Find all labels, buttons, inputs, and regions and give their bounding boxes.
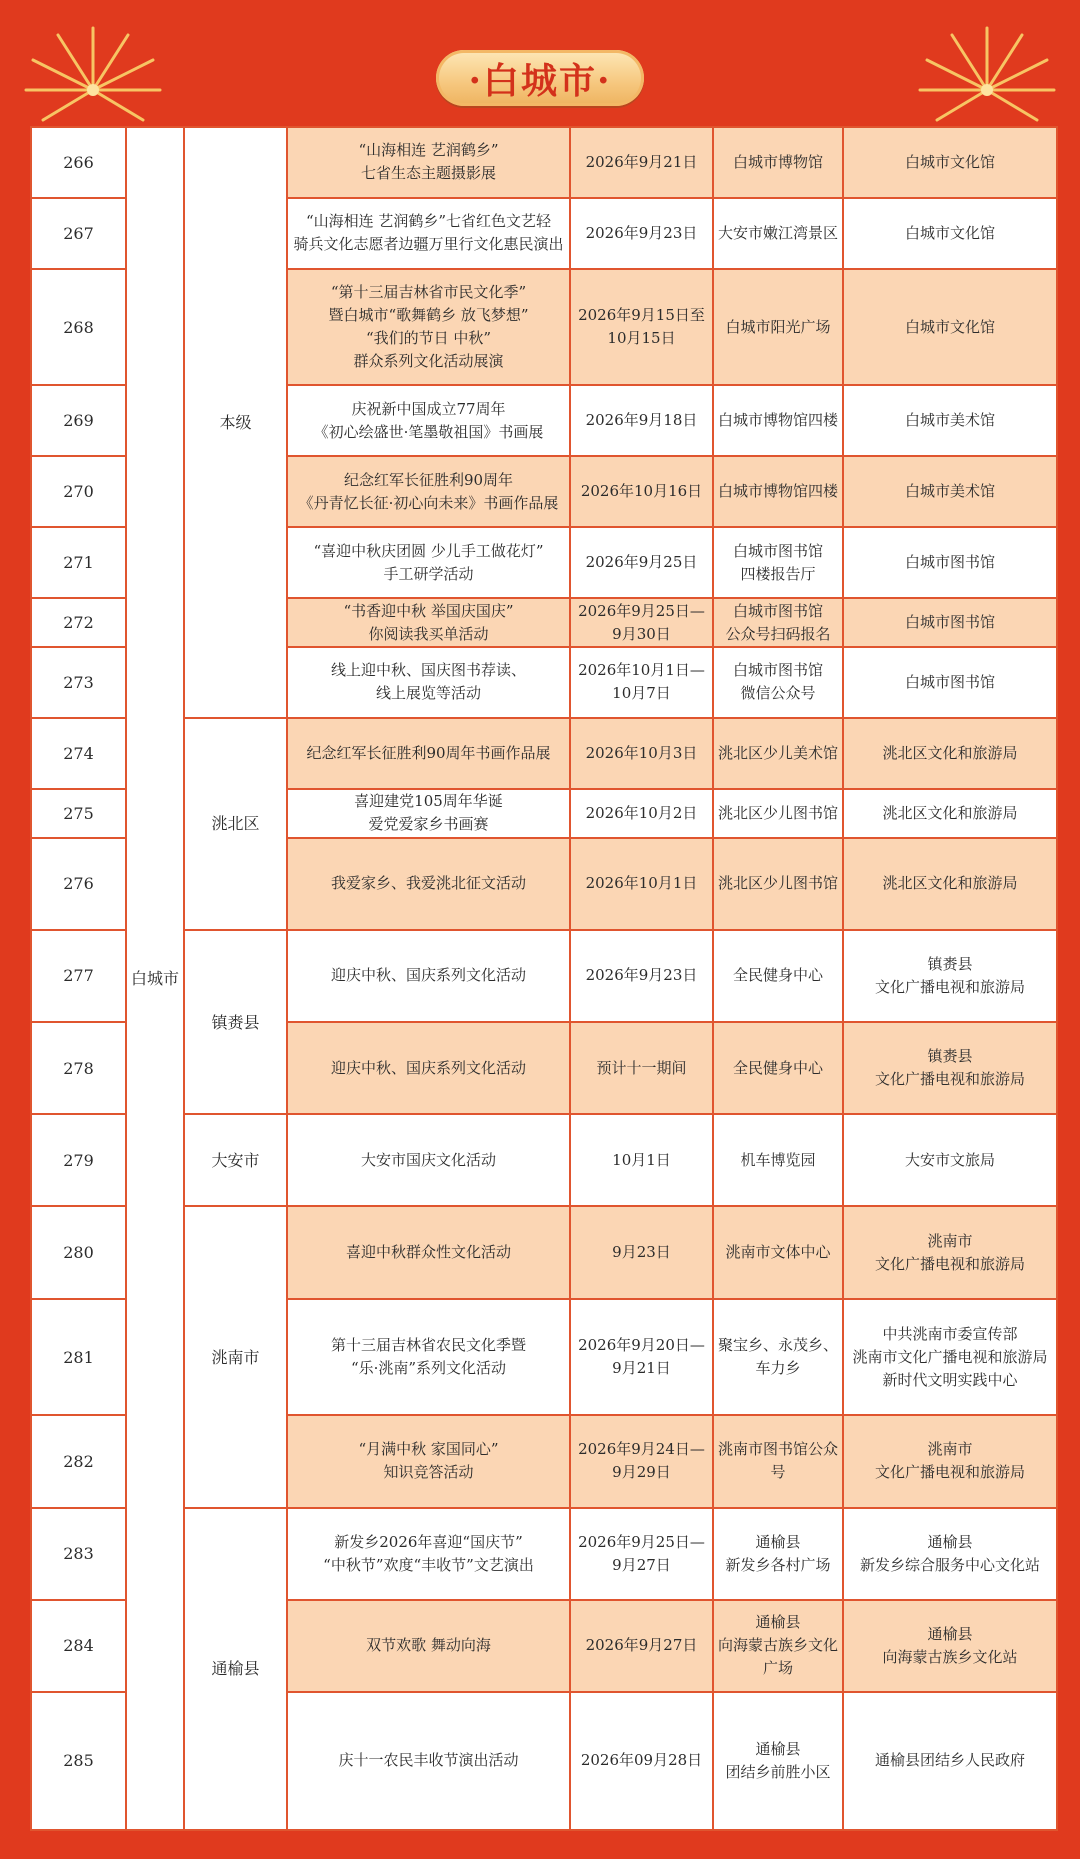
cell-line: 白城市文化馆 <box>904 317 995 336</box>
organizer-cell <box>843 930 1057 1022</box>
district-cell: 本级 <box>184 127 287 718</box>
place-cell <box>713 1206 843 1298</box>
cell-line: 四楼报告厅 <box>740 564 816 583</box>
cell-line: “第十三届吉林省市民文化季” <box>330 283 527 302</box>
time-cell <box>570 1692 713 1830</box>
cell-line: 9月21日 <box>612 1359 671 1377</box>
page-title: ·白城市· <box>436 50 644 106</box>
cell-line: 文化广播电视和旅游局 <box>874 977 1025 996</box>
row-number: 282 <box>31 1415 126 1507</box>
cell-line: 大安市国庆文化活动 <box>360 1150 496 1169</box>
cell-line: 2026年9月23日 <box>585 966 698 985</box>
cell-line: 大安市嫩江湾景区 <box>718 223 839 242</box>
organizer-cell <box>843 1600 1057 1692</box>
cell-line: 洮南市文体中心 <box>725 1243 831 1262</box>
row-number: 266 <box>31 127 126 198</box>
time-cell <box>570 1206 713 1298</box>
time-cell <box>570 1022 713 1114</box>
cell-line: 通榆县团结乡人民政府 <box>874 1751 1025 1770</box>
cell-line: 新发乡各村广场 <box>725 1555 831 1574</box>
time-cell <box>570 1508 713 1600</box>
table-row <box>31 127 1057 198</box>
cell-line: 2026年9月25日— <box>578 1532 705 1551</box>
cell-line: 全民健身中心 <box>732 1058 823 1077</box>
cell-line: 白城市图书馆 <box>732 601 823 620</box>
row-number: 271 <box>31 527 126 598</box>
cell-line: 10月15日 <box>607 329 676 348</box>
cell-line: 纪念红军长征胜利90周年书画作品展 <box>306 743 551 762</box>
table-row <box>31 1206 1057 1298</box>
cell-line: “山海相连 艺润鹤乡” <box>358 141 499 160</box>
cell-line: 七省生态主题摄影展 <box>360 164 496 183</box>
cell-line: 洮南市图书馆公众 <box>718 1440 839 1459</box>
cell-line: 白城市博物馆四楼 <box>718 411 839 430</box>
cell-line: 大安市文旅局 <box>904 1150 995 1169</box>
cell-line: 新发乡2026年喜迎“国庆节” <box>334 1532 523 1551</box>
place-cell <box>713 598 843 647</box>
time-cell <box>570 527 713 598</box>
place-cell <box>713 789 843 838</box>
cell-line: 2026年09月28日 <box>580 1751 703 1770</box>
cell-line: 镇赉县 <box>927 1047 973 1066</box>
place-cell <box>713 930 843 1022</box>
organizer-cell <box>843 718 1057 789</box>
activity-table <box>30 126 1058 1831</box>
cell-line: 通榆县 <box>755 1613 801 1632</box>
cell-line: 2026年9月25日 <box>585 553 698 572</box>
cell-line: 9月27日 <box>612 1555 671 1574</box>
organizer-cell <box>843 647 1057 718</box>
activity-cell <box>287 198 570 269</box>
row-number: 283 <box>31 1508 126 1600</box>
cell-line: 微信公众号 <box>740 684 816 703</box>
cell-line: 2026年9月24日— <box>578 1440 705 1459</box>
place-cell <box>713 1692 843 1830</box>
cell-line: 我爱家乡、我爱洮北征文活动 <box>330 874 526 893</box>
cell-line: 迎庆中秋、国庆系列文化活动 <box>330 966 526 985</box>
cell-line: 洮北区文化和旅游局 <box>882 803 1018 822</box>
activity-cell <box>287 1415 570 1507</box>
place-cell <box>713 1600 843 1692</box>
cell-line: “乐·洮南”系列文化活动 <box>350 1359 507 1377</box>
cell-line: 纪念红军长征胜利90周年 <box>343 470 514 489</box>
activity-cell <box>287 269 570 386</box>
cell-line: 白城市博物馆 <box>732 152 823 171</box>
cell-line: 喜迎中秋群众性文化活动 <box>345 1243 511 1262</box>
cell-line: 10月7日 <box>612 684 671 703</box>
district-cell: 洮南市 <box>184 1206 287 1507</box>
row-number: 285 <box>31 1692 126 1830</box>
organizer-cell <box>843 456 1057 527</box>
activity-cell <box>287 1508 570 1600</box>
cell-line: 白城市图书馆 <box>732 661 823 680</box>
row-number: 268 <box>31 269 126 386</box>
cell-line: 迎庆中秋、国庆系列文化活动 <box>330 1058 526 1077</box>
time-cell <box>570 930 713 1022</box>
cell-line: 白城市图书馆 <box>904 672 995 691</box>
table-row <box>31 930 1057 1022</box>
time-cell <box>570 598 713 647</box>
time-cell <box>570 385 713 456</box>
row-number: 279 <box>31 1114 126 1206</box>
activity-cell <box>287 718 570 789</box>
cell-line: 文化广播电视和旅游局 <box>874 1254 1025 1273</box>
cell-line: “书香迎中秋 举国庆国庆” <box>343 601 514 620</box>
time-cell <box>570 456 713 527</box>
organizer-cell <box>843 385 1057 456</box>
time-cell <box>570 718 713 789</box>
row-number: 278 <box>31 1022 126 1114</box>
organizer-cell <box>843 1508 1057 1600</box>
place-cell <box>713 1022 843 1114</box>
cell-line: 喜迎建党105周年华诞 <box>354 792 503 811</box>
organizer-cell <box>843 527 1057 598</box>
cell-line: 9月23日 <box>612 1243 671 1262</box>
district-cell: 洮北区 <box>184 718 287 930</box>
cell-line: 向海蒙古族乡文化站 <box>882 1647 1018 1666</box>
place-cell <box>713 385 843 456</box>
activity-cell <box>287 789 570 838</box>
row-number: 277 <box>31 930 126 1022</box>
cell-line: 2026年9月27日 <box>585 1636 698 1655</box>
place-cell <box>713 1415 843 1507</box>
cell-line: 白城市图书馆 <box>904 553 995 572</box>
row-number: 284 <box>31 1600 126 1692</box>
row-number: 270 <box>31 456 126 527</box>
title-banner <box>0 44 1080 112</box>
cell-line: 2026年9月18日 <box>585 411 698 430</box>
cell-line: 文化广播电视和旅游局 <box>874 1070 1025 1089</box>
cell-line: 第十三届吉林省农民文化季暨 <box>330 1336 526 1354</box>
activity-cell <box>287 1206 570 1298</box>
cell-line: 洮北区少儿美术馆 <box>718 743 839 762</box>
time-cell <box>570 1299 713 1416</box>
cell-line: 全民健身中心 <box>732 966 823 985</box>
cell-line: 机车博览园 <box>740 1150 816 1169</box>
district-cell: 大安市 <box>184 1114 287 1206</box>
organizer-cell <box>843 269 1057 386</box>
cell-line: 白城市文化馆 <box>904 223 995 242</box>
cell-line: 白城市博物馆四楼 <box>718 482 839 501</box>
cell-line: 白城市美术馆 <box>904 411 995 430</box>
cell-line: 手工研学活动 <box>383 564 474 583</box>
activity-cell <box>287 1299 570 1416</box>
cell-line: 骑兵文化志愿者边疆万里行文化惠民演出 <box>293 235 564 254</box>
cell-line: 2026年9月25日— <box>578 601 705 620</box>
place-cell <box>713 647 843 718</box>
row-number: 272 <box>31 598 126 647</box>
cell-line: “喜迎中秋庆团圆 少儿手工做花灯” <box>313 541 544 560</box>
cell-line: 广场 <box>762 1659 793 1678</box>
cell-line: 2026年10月2日 <box>585 803 698 822</box>
row-number: 274 <box>31 718 126 789</box>
cell-line: 通榆县 <box>755 1739 801 1758</box>
activity-cell <box>287 598 570 647</box>
place-cell <box>713 1114 843 1206</box>
district-cell: 镇赉县 <box>184 930 287 1114</box>
cell-line: “中秋节”欢度“丰收节”文艺演出 <box>323 1555 534 1574</box>
cell-line: 白城市美术馆 <box>904 482 995 501</box>
cell-line: 线上迎中秋、国庆图书荐读、 <box>330 661 526 680</box>
cell-line: 洮南市 <box>927 1231 973 1250</box>
activity-cell <box>287 127 570 198</box>
cell-line: 爱党爱家乡书画赛 <box>368 815 489 834</box>
cell-line: 2026年9月23日 <box>585 223 698 242</box>
cell-line: 通榆县 <box>927 1624 973 1643</box>
activity-cell <box>287 1600 570 1692</box>
cell-line: 2026年10月1日 <box>585 874 698 893</box>
cell-line: 9月30日 <box>612 624 671 643</box>
cell-line: 洮北区少儿图书馆 <box>718 803 839 822</box>
organizer-cell <box>843 1114 1057 1206</box>
organizer-cell <box>843 789 1057 838</box>
cell-line: 洮南市 <box>927 1440 973 1459</box>
activity-cell <box>287 647 570 718</box>
place-cell <box>713 1299 843 1416</box>
row-number: 275 <box>31 789 126 838</box>
cell-line: 号 <box>770 1463 786 1482</box>
time-cell <box>570 789 713 838</box>
place-cell <box>713 527 843 598</box>
cell-line: “我们的节日 中秋” <box>365 329 492 348</box>
cell-line: 预计十一期间 <box>596 1058 687 1077</box>
cell-line: 镇赉县 <box>927 954 973 973</box>
place-cell <box>713 456 843 527</box>
activity-cell <box>287 385 570 456</box>
organizer-cell <box>843 1206 1057 1298</box>
activity-cell <box>287 930 570 1022</box>
cell-line: 洮北区文化和旅游局 <box>882 743 1018 762</box>
cell-line: 洮北区少儿图书馆 <box>718 874 839 893</box>
cell-line: 2026年9月21日 <box>585 152 698 171</box>
cell-line: 2026年10月16日 <box>580 482 703 501</box>
activity-cell <box>287 456 570 527</box>
organizer-cell <box>843 198 1057 269</box>
cell-line: 洮南市文化广播电视和旅游局 <box>852 1347 1048 1366</box>
place-cell <box>713 1508 843 1600</box>
row-number: 280 <box>31 1206 126 1298</box>
cell-line: 白城市阳光广场 <box>725 317 831 336</box>
cell-line: 通榆县 <box>755 1532 801 1551</box>
cell-line: 洮北区文化和旅游局 <box>882 874 1018 893</box>
row-number: 281 <box>31 1299 126 1416</box>
organizer-cell <box>843 127 1057 198</box>
cell-line: 《丹青忆长征·初心向未来》书画作品展 <box>298 493 559 512</box>
cell-line: 2026年9月15日至 <box>578 306 705 325</box>
cell-line: 团结乡前胜小区 <box>725 1762 831 1781</box>
activity-cell <box>287 527 570 598</box>
place-cell <box>713 198 843 269</box>
cell-line: 公众号扫码报名 <box>725 624 831 643</box>
organizer-cell <box>843 1022 1057 1114</box>
cell-line: 群众系列文化活动展演 <box>353 352 504 371</box>
row-number: 273 <box>31 647 126 718</box>
cell-line: 白城市图书馆 <box>904 613 995 632</box>
row-number: 269 <box>31 385 126 456</box>
organizer-cell <box>843 1299 1057 1416</box>
time-cell <box>570 269 713 386</box>
cell-line: 新时代文明实践中心 <box>882 1370 1018 1389</box>
table-row <box>31 1114 1057 1206</box>
cell-line: 暨白城市“歌舞鹤乡 放飞梦想” <box>328 306 529 325</box>
cell-line: 知识竞答活动 <box>383 1463 474 1482</box>
activity-cell <box>287 1114 570 1206</box>
district-cell: 通榆县 <box>184 1508 287 1830</box>
row-number: 276 <box>31 838 126 930</box>
cell-line: 白城市图书馆 <box>732 541 823 560</box>
row-number: 267 <box>31 198 126 269</box>
organizer-cell <box>843 838 1057 930</box>
table-row <box>31 718 1057 789</box>
cell-line: 中共洮南市委宣传部 <box>882 1324 1018 1343</box>
activity-table-container <box>30 126 1056 1831</box>
table-body <box>31 127 1057 1830</box>
place-cell <box>713 269 843 386</box>
time-cell <box>570 838 713 930</box>
time-cell <box>570 647 713 718</box>
time-cell <box>570 127 713 198</box>
cell-line: “月满中秋 家国同心” <box>358 1440 499 1459</box>
place-cell <box>713 127 843 198</box>
cell-line: 2026年10月3日 <box>585 743 698 762</box>
cell-line: 通榆县 <box>927 1532 973 1551</box>
place-cell <box>713 838 843 930</box>
time-cell <box>570 198 713 269</box>
activity-cell <box>287 1022 570 1114</box>
table-row <box>31 1508 1057 1600</box>
cell-line: 白城市文化馆 <box>904 152 995 171</box>
time-cell <box>570 1415 713 1507</box>
cell-line: 新发乡综合服务中心文化站 <box>859 1555 1040 1574</box>
cell-line: 9月29日 <box>612 1463 671 1482</box>
cell-line: 2026年10月1日— <box>578 661 705 680</box>
cell-line: 车力乡 <box>755 1359 801 1377</box>
activity-cell <box>287 838 570 930</box>
activity-cell <box>287 1692 570 1830</box>
time-cell <box>570 1600 713 1692</box>
cell-line: 庆祝新中国成立77周年 <box>351 399 506 418</box>
time-cell <box>570 1114 713 1206</box>
cell-line: “山海相连 艺润鹤乡”七省红色文艺轻 <box>305 212 552 231</box>
cell-line: 《初心绘盛世·笔墨敬祖国》书画展 <box>313 422 544 441</box>
cell-line: 2026年9月20日— <box>578 1336 705 1354</box>
organizer-cell <box>843 1415 1057 1507</box>
cell-line: 庆十一农民丰收节演出活动 <box>338 1751 519 1770</box>
cell-line: 你阅读我买单活动 <box>368 624 489 643</box>
place-cell <box>713 718 843 789</box>
organizer-cell <box>843 598 1057 647</box>
city-cell: 白城市 <box>126 127 184 1830</box>
cell-line: 10月1日 <box>612 1150 671 1169</box>
organizer-cell <box>843 1692 1057 1830</box>
cell-line: 双节欢歌 舞动向海 <box>366 1636 491 1655</box>
cell-line: 聚宝乡、永茂乡、 <box>718 1336 839 1354</box>
cell-line: 向海蒙古族乡文化 <box>718 1636 839 1655</box>
cell-line: 线上展览等活动 <box>375 684 481 703</box>
cell-line: 文化广播电视和旅游局 <box>874 1463 1025 1482</box>
